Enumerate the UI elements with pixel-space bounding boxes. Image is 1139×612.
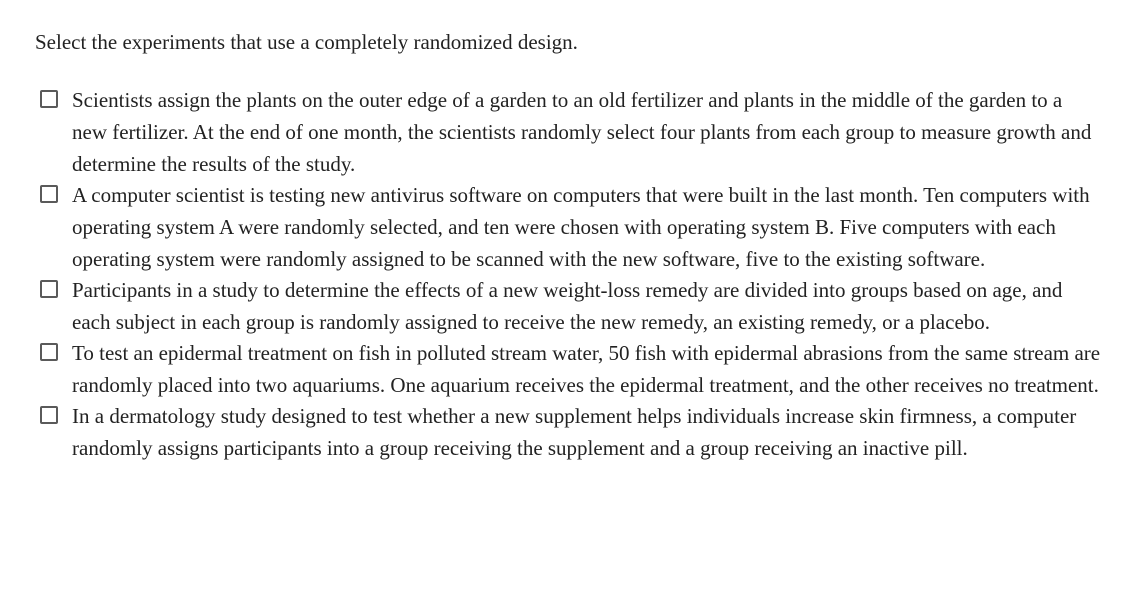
- answer-option-text: A computer scientist is testing new antivirus software on computers that were built in the last month. Ten computers with operating system A were randomly selected, and ten were chosen with operating system B. Five computers with each operating system were randomly assigned to be scanned with the new software, five to the existing software.: [72, 183, 1090, 271]
- answer-option-3[interactable]: [40, 275, 1102, 338]
- answer-option-4[interactable]: [40, 338, 1102, 401]
- checkbox-unchecked-icon[interactable]: [40, 280, 58, 298]
- answer-option-text: Participants in a study to determine the effects of a new weight-loss remedy are divided into groups based on age, and each subject in each group is randomly assigned to receive the new remedy, an existing remedy, or a placebo.: [72, 278, 1063, 334]
- answer-options-list: [40, 85, 1102, 464]
- answer-option-text: In a dermatology study designed to test whether a new supplement helps individuals increase skin firmness, a computer randomly assigns participants into a group receiving the supplement and a group receiving an inactive pill.: [72, 404, 1077, 460]
- question-prompt: Select the experiments that use a completely randomized design.: [35, 30, 578, 54]
- checkbox-unchecked-icon[interactable]: [40, 406, 58, 424]
- answer-option-2[interactable]: [40, 180, 1102, 275]
- checkbox-unchecked-icon[interactable]: [40, 185, 58, 203]
- answer-option-text: Scientists assign the plants on the outer edge of a garden to an old fertilizer and plants in the middle of the garden to a new fertilizer. At the end of one month, the scientists randomly select four plants from each group to measure growth and determine the results of the study.: [72, 88, 1092, 176]
- checkbox-unchecked-icon[interactable]: [40, 343, 58, 361]
- answer-option-5[interactable]: [40, 401, 1102, 464]
- answer-option-text: To test an epidermal treatment on fish in polluted stream water, 50 fish with epidermal abrasions from the same stream are randomly placed into two aquariums. One aquarium receives the epidermal treatment, and the other receives no treatment.: [72, 341, 1101, 397]
- answer-option-1[interactable]: [40, 85, 1102, 180]
- checkbox-unchecked-icon[interactable]: [40, 90, 58, 108]
